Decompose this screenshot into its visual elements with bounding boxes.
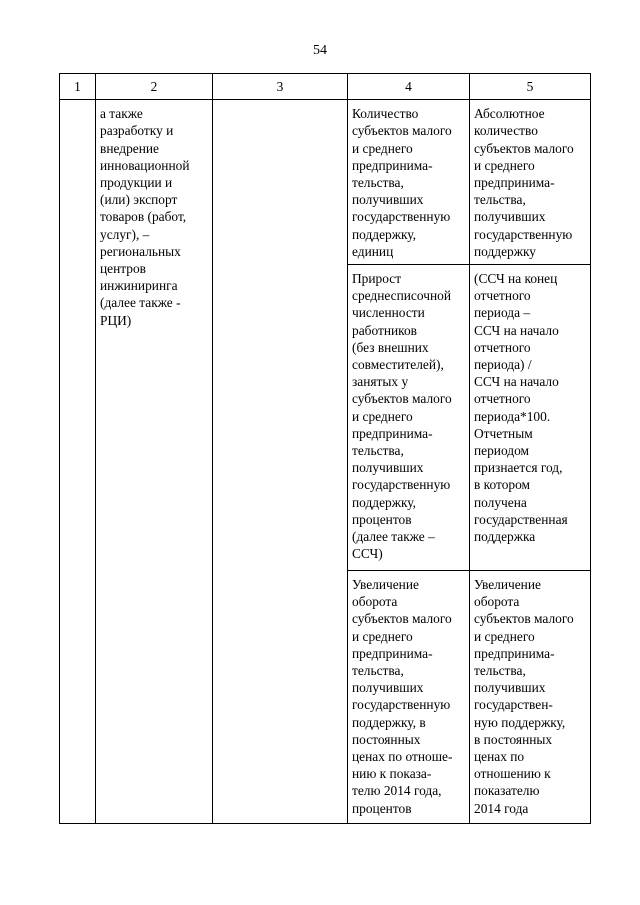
cell-indicator: Прирост среднесписочной численности работников (без внешних совместителей), занятых у субъектов малого и среднего предпринима- тельства, получивших государственную поддержку, процентов (далее также – ССЧ) <box>348 265 470 571</box>
column-header-3: 3 <box>213 74 348 100</box>
cell-col3-empty <box>213 100 348 824</box>
column-header-5: 5 <box>470 74 591 100</box>
column-header-2: 2 <box>96 74 213 100</box>
indicators-table <box>59 73 591 824</box>
cell-indicator: Увеличение оборота субъектов малого и среднего предпринима- тельства, получивших государственную поддержку, в постоянных ценах по отноше- нию к показа- телю 2014 года, процентов <box>348 571 470 824</box>
cell-calculation-method: Абсолютное количество субъектов малого и среднего предпринима- тельства, получивших государственную поддержку <box>470 100 591 265</box>
table-row <box>60 100 591 265</box>
page-number: 54 <box>313 43 327 58</box>
cell-indicator: Количество субъектов малого и среднего предпринима- тельства, получивших государственную поддержку, единиц <box>348 100 470 265</box>
cell-col1-empty <box>60 100 96 824</box>
cell-program-name: а также разработку и внедрение инновационной продукции и (или) экспорт товаров (работ, услуг), – региональных центров инжиниринга (далее также - РЦИ) <box>96 100 213 824</box>
table-header-row <box>60 74 591 100</box>
cell-calculation-method: (ССЧ на конец отчетного периода – ССЧ на начало отчетного периода) / ССЧ на начало отчетного периода*100. Отчетным периодом признается год, в котором получена государственная поддержка <box>470 265 591 571</box>
column-header-4: 4 <box>348 74 470 100</box>
column-header-1: 1 <box>60 74 96 100</box>
cell-calculation-method: Увеличение оборота субъектов малого и среднего предпринима- тельства, получивших государствен- ную поддержку, в постоянных ценах по отношению к показателю 2014 года <box>470 571 591 824</box>
